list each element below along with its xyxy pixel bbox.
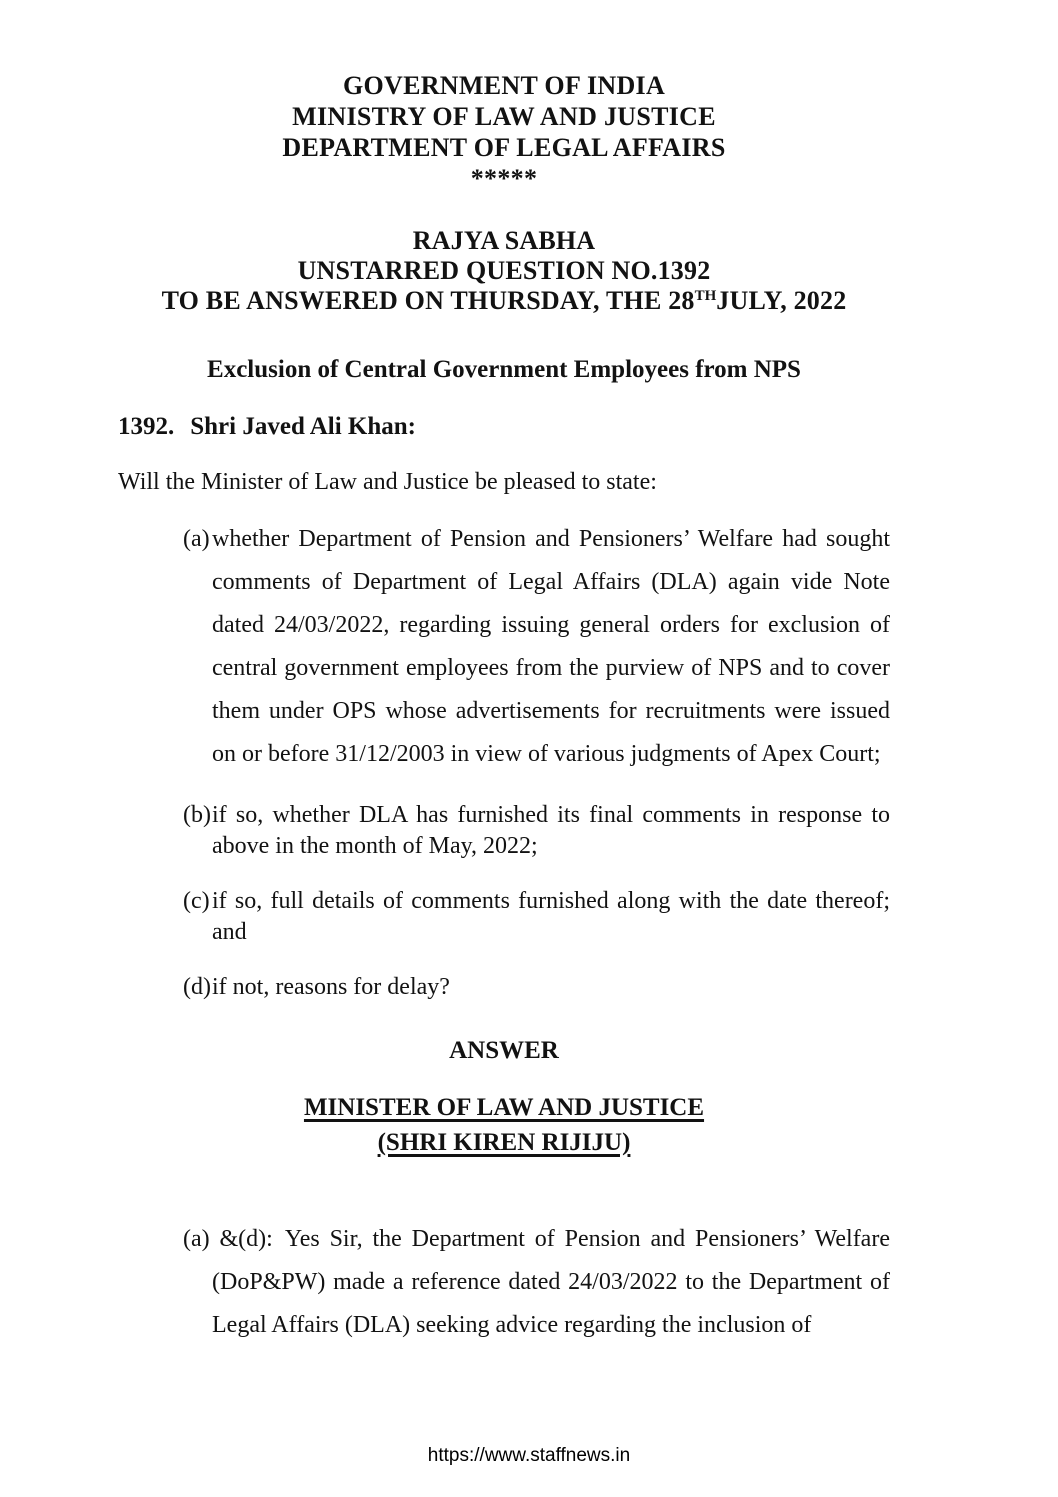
part-text: if so, full details of comments furnished along with the date thereof; and (212, 888, 890, 945)
minister-title: MINISTER OF LAW AND JUSTICE (303, 1094, 705, 1121)
part-label: (c) (183, 888, 210, 914)
subject-title: Exclusion of Central Government Employees from NPS (207, 356, 801, 383)
minister-name: (SHRI KIREN RIJIJU) (377, 1129, 631, 1156)
stars-separator: ***** (470, 164, 538, 193)
answer-date-suffix: JULY, 2022 (716, 286, 847, 315)
member-name: Shri Javed Ali Khan: (190, 413, 416, 440)
question-number-line: UNSTARRED QUESTION NO.1392 (297, 256, 711, 285)
footer-url-link[interactable]: https://www.staffnews.in (427, 1445, 631, 1466)
question-part-d (118, 972, 890, 1003)
questioner-line (118, 411, 890, 442)
answer-part-a-d (118, 1218, 890, 1347)
letterhead (118, 70, 890, 194)
part-text: if not, reasons for delay? (212, 974, 450, 1000)
session-block (118, 226, 890, 320)
part-label: (a) (183, 526, 210, 552)
part-label: (d) (183, 974, 211, 1000)
question-part-c (118, 886, 890, 948)
part-text: whether Department of Pension and Pensioners’ Welfare had sought comments of Department of Legal Affairs (DLA) again vide Note dated 24/03/2022, regarding issuing general orders for exclusion of central government employees from the purview of NPS and to cover them under OPS whose advertisements for recruitments were issued on or before 31/12/2003 in view of various judgments of Apex Court; (212, 526, 890, 767)
answer-date-line (118, 286, 890, 320)
footer-watermark (0, 1445, 1058, 1467)
question-number: 1392. (118, 413, 175, 440)
question-part-b (118, 800, 890, 862)
document-content (118, 70, 890, 1347)
answer-part-text: Yes Sir, the Department of Pension and Pensioners’ Welfare (DoP&PW) made a reference dated 24/03/2022 to the Department of Legal Affairs (DLA) seeking advice regarding the inclusion of (212, 1226, 890, 1338)
answer-heading: ANSWER (449, 1037, 559, 1064)
house-title: RAJYA SABHA (412, 226, 596, 255)
part-label: (b) (183, 802, 211, 828)
question-part-a (118, 518, 890, 776)
government-line: GOVERNMENT OF INDIA (342, 71, 666, 100)
answer-date-prefix: TO BE ANSWERED ON THURSDAY, THE 28 (161, 286, 695, 315)
ministry-line: MINISTRY OF LAW AND JUSTICE (292, 102, 716, 131)
answer-part-label: (a) &(d): (183, 1226, 273, 1252)
part-text: if so, whether DLA has furnished its final comments in response to above in the month of May, 2022; (212, 802, 890, 859)
minister-block (118, 1090, 890, 1160)
question-intro: Will the Minister of Law and Justice be pleased to state: (118, 469, 657, 495)
department-line: DEPARTMENT OF LEGAL AFFAIRS (282, 133, 726, 162)
answer-date-superscript: TH (694, 288, 717, 304)
